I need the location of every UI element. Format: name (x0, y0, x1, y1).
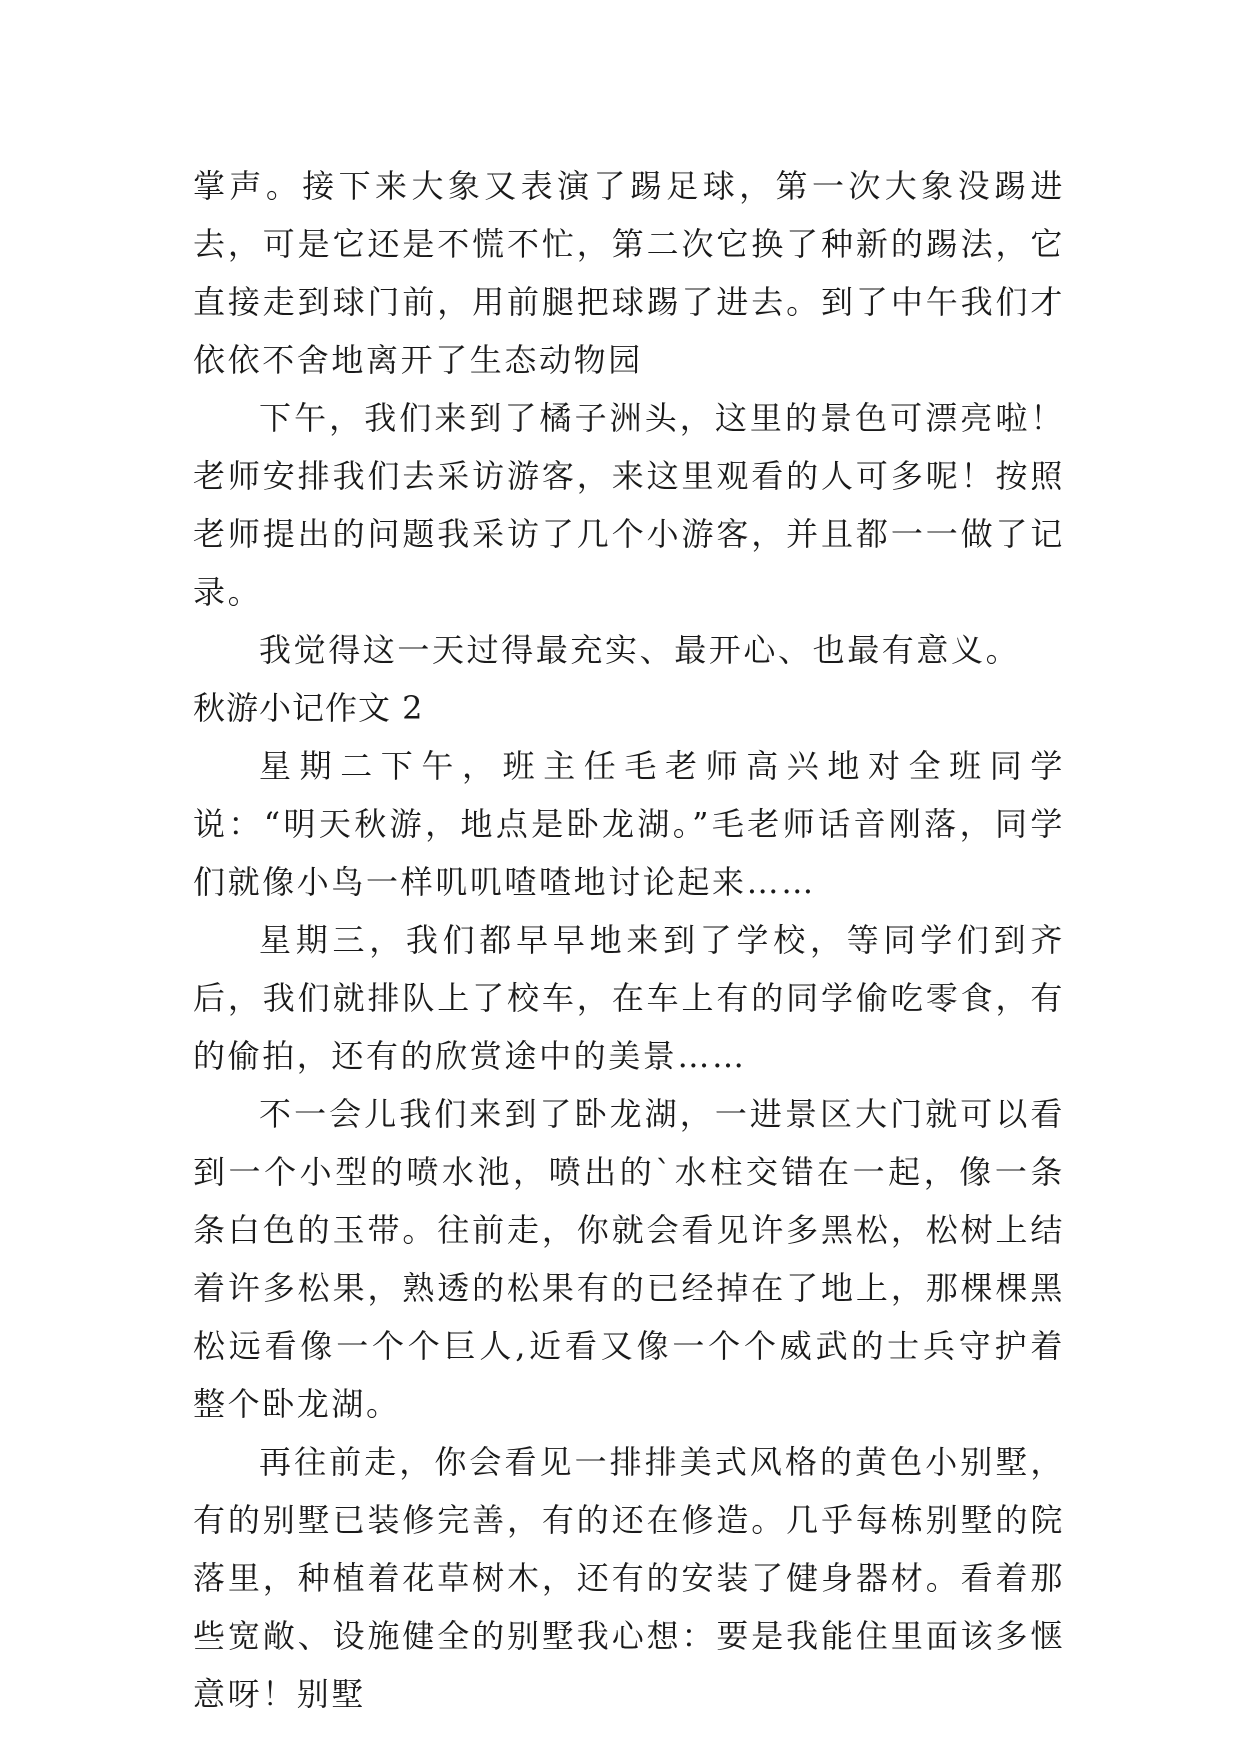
paragraph-conclusion: 我觉得这一天过得最充实、最开心、也最有意义。 (259, 631, 1021, 669)
paragraph-wolong-lake-entrance: 不一会儿我们来到了卧龙湖，一进景区大门就可以看到一个小型的喷水池，喷出的`水柱交错在一起，像一条条白色的玉带。往前走，你就会看见许多黑松，松树上结着许多松果，熟透的松果有的已经掉在了地上，那棵棵黑松远看像一个个巨人,近看又像一个个威武的士兵守护着整个卧龙湖。 (193, 1095, 1065, 1423)
paragraph-villas: 再往前走，你会看见一排排美式风格的黄色小别墅，有的别墅已装修完善，有的还在修造。几乎每栋别墅的院落里，种植着花草树木，还有的安装了健身器材。看着那些宽敞、设施健全的别墅我心想：要是我能住里面该多惬意呀！别墅 (193, 1443, 1065, 1713)
paragraph-orange-isle: 下午，我们来到了橘子洲头，这里的景色可漂亮啦！老师安排我们去采访游客，来这里观看的人可多呢！按照老师提出的问题我采访了几个小游客，并且都一一做了记录。 (193, 399, 1065, 611)
section-title: 秋游小记作文 2 (193, 689, 424, 727)
paragraph-wednesday-bus: 星期三，我们都早早地来到了学校，等同学们到齐后，我们就排队上了校车，在车上有的同学偷吃零食，有的偷拍，还有的欣赏途中的美景…… (193, 921, 1065, 1075)
paragraph-tuesday-announcement: 星期二下午，班主任毛老师高兴地对全班同学说：“明天秋游，地点是卧龙湖。”毛老师话音刚落，同学们就像小鸟一样叽叽喳喳地讨论起来…… (193, 747, 1065, 901)
paragraph-elephant-football: 掌声。接下来大象又表演了踢足球，第一次大象没踢进去，可是它还是不慌不忙，第二次它换了种新的踢法，它直接走到球门前，用前腿把球踢了进去。到了中午我们才依依不舍地离开了生态动物园 (193, 167, 1065, 379)
document-body (193, 157, 1065, 1723)
